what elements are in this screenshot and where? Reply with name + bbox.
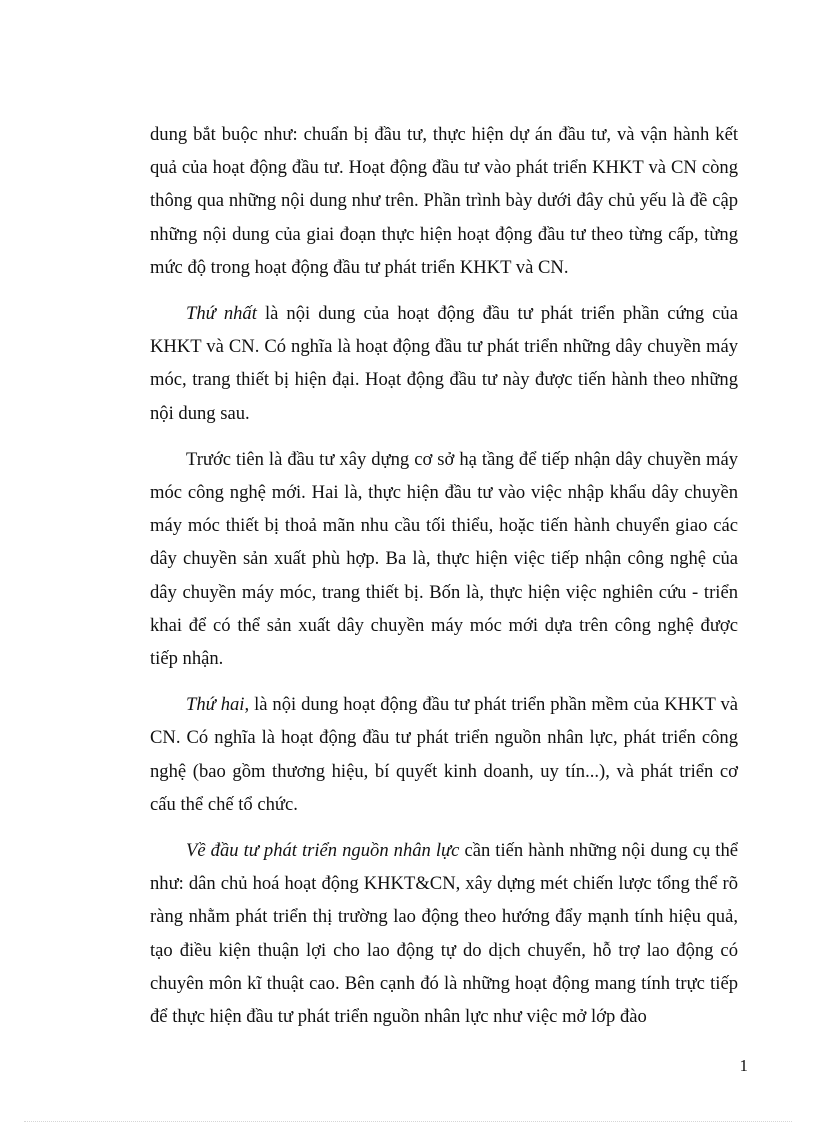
paragraph-text: là nội dung của hoạt động đầu tư phát triển phần cứng của KHKT và CN. Có nghĩa là hoạt động đầu tư phát triển những dây chuyền máy móc, trang thiết bị hiện đại. Hoạt động đầu tư này được tiến hành theo những nội dung sau. (150, 303, 738, 424)
italic-lead: Về đầu tư phát triển nguồn nhân lực (186, 840, 460, 862)
paragraph-text: cần tiến hành những nội dung cụ thể như: dân chủ hoá hoạt động KHKT&CN, xây dựng mét chiến lược tổng thể rõ ràng nhằm phát triển thị trường lao động theo hướng đẩy mạnh tính hiệu quả, tạo điều kiện thuận lợi cho lao động tự do dịch chuyển, hỗ trợ lao động có chuyên môn kĩ thuật cao. Bên cạnh đó là những hoạt động mang tính trực tiếp để thực hiện đầu tư phát triển nguồn nhân lực như việc mở lớp đào (150, 840, 738, 1028)
italic-lead: Thứ hai (186, 694, 245, 716)
paragraph-second-point (150, 688, 738, 821)
paragraph-hardware-steps (150, 443, 738, 675)
paragraph-continuation (150, 118, 738, 284)
paragraph-text: Trước tiên là đầu tư xây dựng cơ sở hạ tầng để tiếp nhận dây chuyền máy móc công nghệ mới. Hai là, thực hiện đầu tư vào việc nhập khẩu dây chuyền máy móc thiết bị thoả mãn nhu cầu tối thiểu, hoặc tiến hành chuyển giao các dây chuyền sản xuất phù hợp. Ba là, thực hiện việc tiếp nhận công nghệ của dây chuyền máy móc, trang thiết bị. Bốn là, thực hiện việc nghiên cứu - triển khai để có thể sản xuất dây chuyền máy móc mới dựa trên công nghệ được tiếp nhận. (150, 448, 738, 670)
footer-divider (24, 1121, 792, 1122)
page-number: 1 (739, 1056, 748, 1075)
paragraph-first-point (150, 297, 738, 430)
paragraph-text: dung bắt buộc như: chuẩn bị đầu tư, thực hiện dự án đầu tư, và vận hành kết quả của hoạt động đầu tư. Hoạt động đầu tư vào phát triển KHKT và CN còng thông qua những nội dung như trên. Phần trình bày dưới đây chủ yếu là đề cập những nội dung của giai đoạn thực hiện hoạt động đầu tư theo từng cấp, từng mức độ trong hoạt động đầu tư phát triển KHKT và CN. (150, 124, 738, 278)
paragraph-human-resources (150, 834, 738, 1033)
italic-lead: Thứ nhất (186, 303, 257, 325)
body-text (150, 118, 738, 1046)
paragraph-text: , là nội dung hoạt động đầu tư phát triển phần mềm của KHKT và CN. Có nghĩa là hoạt động đầu tư phát triển nguồn nhân lực, phát triển công nghệ (bao gồm thương hiệu, bí quyết kinh doanh, uy tín...), và phát triển cơ cấu thể chế tổ chức. (150, 694, 739, 815)
